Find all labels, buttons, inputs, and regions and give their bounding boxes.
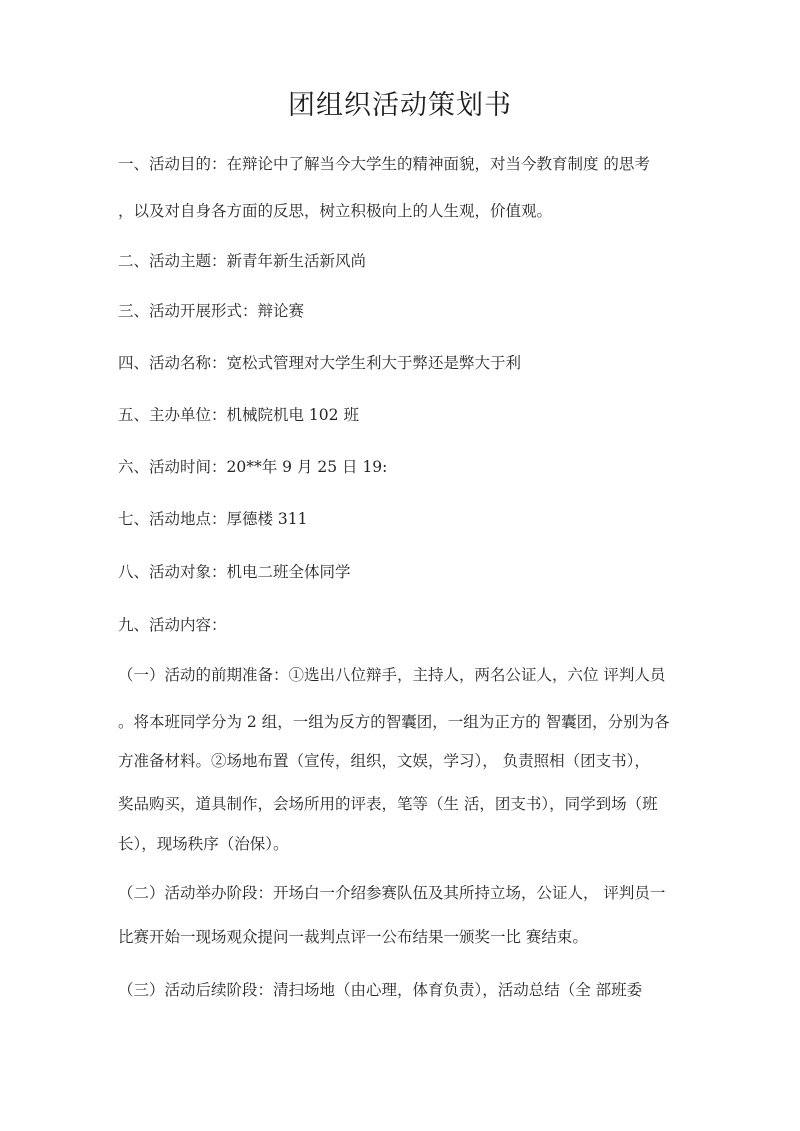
- content-prep-line-2: 。将本班同学分为 2 组，一组为反方的智囊团，一组为正方的 智囊团，分别为各: [118, 713, 670, 731]
- section-content-heading: 九、活动内容：: [118, 616, 227, 634]
- document-title: 团组织活动策划书: [288, 90, 512, 121]
- section-organizer: 五、主办单位：机械院机电 102 班: [118, 406, 359, 424]
- section-audience: 八、活动对象：机电二班全体同学: [118, 563, 351, 581]
- section-location: 七、活动地点：厚德楼 311: [118, 510, 308, 528]
- content-event-line-2: 比赛开始一现场观众提问一裁判点评一公布结果一颁奖一比 赛结束。: [118, 928, 588, 946]
- section-purpose-line-1: 一、活动目的：在辩论中了解当今大学生的精神面貌，对当今教育制度 的思考: [118, 155, 650, 173]
- section-time: 六、活动时间：20**年 9 月 25 日 19:: [118, 458, 388, 476]
- content-event-line-1: （二）活动举办阶段：开场白一介绍参赛队伍及其所持立场，公证人， 评判员一: [118, 884, 666, 902]
- content-prep-line-4: 奖品购买，道具制作，会场所用的评表，笔等（生 活，团支书），同学到场（班: [118, 795, 658, 813]
- content-prep-line-1: （一）活动的前期准备：①选出八位辩手，主持人，两名公证人，六位 评判人员: [118, 666, 666, 684]
- content-followup-line-1: （三）活动后续阶段：清扫场地（由心理，体育负责），活动总结（全 部班委: [118, 981, 643, 999]
- section-theme: 二、活动主题：新青年新生活新风尚: [118, 252, 367, 270]
- section-format: 三、活动开展形式：辩论赛: [118, 302, 305, 320]
- section-name: 四、活动名称：宽松式管理对大学生利大于弊还是弊大于利: [118, 354, 522, 372]
- content-prep-line-5: 长），现场秩序（治保）。: [118, 835, 289, 853]
- content-prep-line-3: 方准备材料。②场地布置（宣传，组织，文娱，学习）， 负责照相（团支书），: [118, 752, 650, 770]
- section-purpose-line-2: ，以及对自身各方面的反思，树立积极向上的人生观，价值观。: [118, 202, 553, 220]
